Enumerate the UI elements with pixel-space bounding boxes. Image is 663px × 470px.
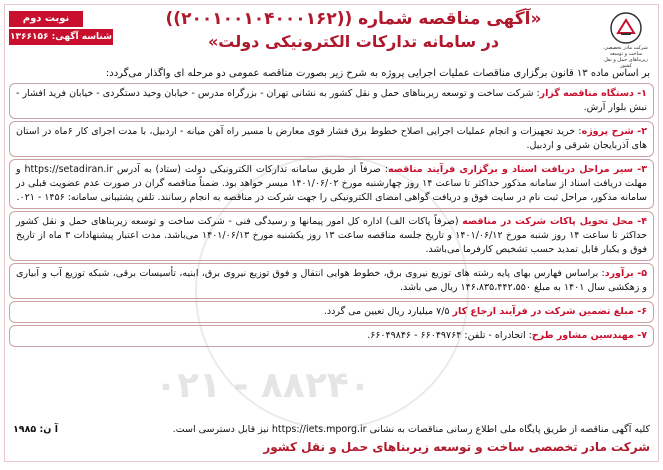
section-body: ۷/۵ میلیارد ریال تعیین می گردد. bbox=[323, 306, 453, 317]
section-heading: ۷- مهندسین مشاور طرح bbox=[531, 330, 647, 341]
logo-emblem-icon bbox=[609, 11, 643, 45]
section-body: (صرفاً پاکات الف) اداره کل امور پیمانها و رسیدگی فنی - شرکت ساخت و توسعه زیربناهای حمل و نقل کشور حداکثر تا ساعت ۱۴ روز شنبه مورخ ۱۴۰۱/۰۶/۱۲ و تاریخ جلسه مناقصه ساعت ۱۳ روز یکشنبه مورخ ۱۴۰۱/۰۶/۱۳ می‌باشد. مدت اعتبار پیشنهادات ۳ ماه از تاریخ فوق و یکبار قابل تمدید حسب تشخیص کارفرما می‌باشد. bbox=[16, 216, 647, 255]
ad-header bbox=[5, 5, 658, 67]
section-heading: ۴- محل تحویل پاکات شرکت در مناقصه bbox=[462, 216, 647, 227]
section-body: : اتحادراه - تلفن: ۶۶۰۴۹۷۶۴ - ۶۶۰۴۹۸۴۶. bbox=[367, 330, 532, 341]
ad-id-badge: شناسه آگهی: ۱۳۶۶۱۵۶ bbox=[9, 29, 113, 45]
section-6 bbox=[9, 301, 654, 323]
intro-text: بر اساس ماده ۱۳ قانون برگزاری مناقصات عملیات اجرایی پروژه به شرح زیر بصورت مناقصه عمومی دو مرحله ای واگذار می‌گردد: bbox=[105, 68, 650, 79]
section-heading: ۵- برآورد bbox=[604, 268, 648, 279]
section-body: : شرکت ساخت و توسعه زیربناهای حمل و نقل کشور به نشانی تهران - بزرگراه مدرس - خیابان وحید دستگردی - خیابان فرید افشار - نبش بلوار آرش. bbox=[16, 88, 647, 113]
section-heading: ۱- دستگاه مناقصه گزار bbox=[539, 88, 647, 99]
section-body: : صرفاً از طریق سامانه تدارکات الکترونیکی دولت (ستاد) به آدرس https://setadiran.ir و مهلت دریافت اسناد از سامانه مذکور حداکثر تا ساعت ۱۴ روز چهارشنبه مورخ ۱۴۰۱/۰۶/۰۲ میسر خواهد بود. ضمناً مناقصه گران در صورت عدم عضویت قبلی در سامانه مذکور، مراحل ثبت نام در سایت فوق و دریافت گواهی امضای الکترونیکی را جهت شرکت در مناقصه به انجام رسانند. تلفن پشتیبانی سامانه: ۱۴۵۶ - ۰۲۱. bbox=[16, 164, 647, 203]
section-heading: ۳- سیر مراحل دریافت اسناد و برگزاری فرآیند مناقصه bbox=[387, 164, 647, 175]
ad-title bbox=[115, 7, 592, 53]
section-1 bbox=[9, 83, 654, 119]
section-2 bbox=[9, 121, 654, 157]
title-line-1: «آگهی مناقصه شماره ((۲۰۰۱۰۰۱۰۴۰۰۰۱۶۲)) bbox=[165, 9, 542, 29]
section-body: : خرید تجهیزات و انجام عملیات اجرایی اصلاح خطوط برق فشار قوی معارض با مسیر راه آهن میانه - اردبیل، با مدت اجرای کار ۶ماه در استان های آذربایجان شرقی و اردبیل. bbox=[16, 126, 647, 151]
footer-company: شرکت مادر تخصصی ساخت و توسعه زیربناهای حمل و نقل کشور bbox=[263, 440, 650, 454]
logo-caption: شرکت مادر تخصصی ساخت و توسعه زیربناهای حمل و نقل کشور bbox=[604, 45, 648, 69]
title-line-2: در سامانه تدارکات الکترونیکی دولت» bbox=[207, 32, 500, 51]
footer-note: کلیه آگهی مناقصه از طریق پایگاه ملی اطلاع رسانی مناقصات به نشانی https://iets.mporg.ir نیز قابل دسترسی است. bbox=[172, 424, 650, 435]
section-body: : براساس فهارس بهای پایه رشته های توزیع نیروی برق، خطوط هوایی انتقال و فوق توزیع نیروی برق، ابنیه، تأسیسات برقی، شبکه توزیع آب و آبیاری و زهکشی سال ۱۴۰۱ به مبلغ ۱۴۶،۸۳۵،۴۴۲،۵۵۰ ریال می باشد. bbox=[16, 268, 647, 293]
ad-code: آ ن: ۱۹۸۵ bbox=[13, 424, 58, 435]
section-5 bbox=[9, 263, 654, 299]
company-logo bbox=[600, 11, 652, 67]
sections-list bbox=[9, 83, 654, 349]
section-3 bbox=[9, 159, 654, 209]
watermark-phone: ۰۲۱ - ۸۸۲۴۰ bbox=[155, 365, 371, 406]
tender-ad bbox=[4, 4, 659, 462]
turn-badge: نوبت دوم bbox=[9, 11, 83, 27]
section-heading: ۶- مبلغ تضمین شرکت در فرآیند ارجاع کار bbox=[452, 306, 647, 317]
section-heading: ۲- شرح پروژه bbox=[581, 126, 648, 137]
section-7 bbox=[9, 325, 654, 347]
section-4 bbox=[9, 211, 654, 261]
